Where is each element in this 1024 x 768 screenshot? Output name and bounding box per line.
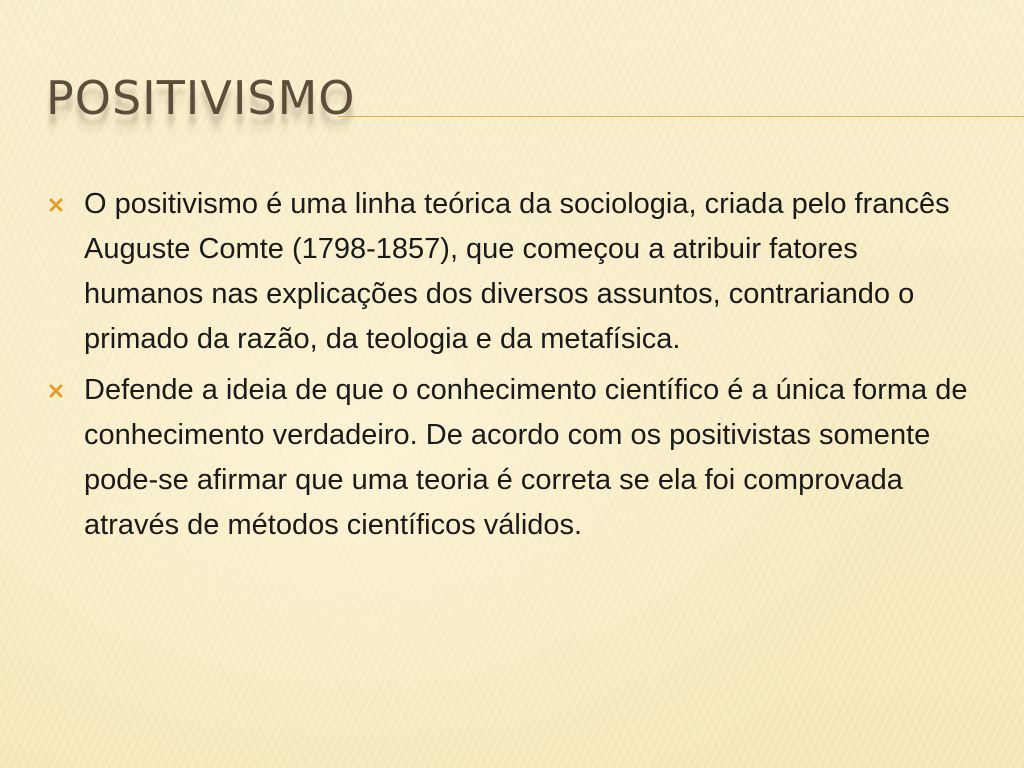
bullet-item — [0, 182, 1024, 362]
bullet-list — [0, 182, 1024, 554]
title-divider — [338, 116, 1024, 117]
bullet-text: O positivismo é uma linha teórica da sociologia, criada pelo francês Auguste Comte (1798-1857), que começou a atribuir fatores humanos nas explicações dos diversos assuntos, contrariando o primado da razão, da teologia e da metafísica. — [84, 188, 950, 355]
x-mark-bullet-icon — [48, 383, 64, 399]
bullet-item — [0, 368, 1024, 548]
bullet-text: Defende a ideia de que o conhecimento científico é a única forma de conhecimento verdadeiro. De acordo com os positivistas somente pode-se afirmar que uma teoria é correta se ela foi comprovada através de métodos científicos válidos. — [84, 374, 968, 541]
x-mark-bullet-icon — [48, 197, 64, 213]
slide-title: POSITIVISMO — [46, 71, 356, 125]
